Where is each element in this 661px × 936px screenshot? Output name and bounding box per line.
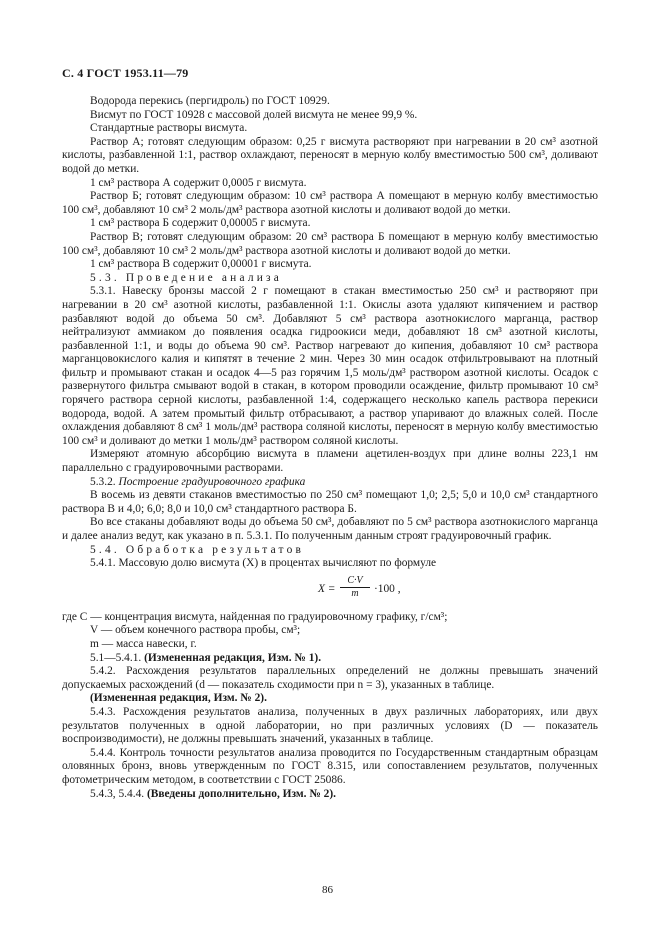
section-heading-procedure: 5.3. Проведение анализа — [90, 271, 282, 284]
measurement-paragraph: Измеряют атомную абсорбцию висмута в пламени ацетилен-воздух при длине волны 223,1 нм параллельно с градуировочными растворами. — [62, 448, 598, 475]
calibration-title: Построение градуировочного графика — [118, 475, 306, 488]
document-body — [62, 95, 598, 801]
solution-v-paragraph: Раствор В; готовят следующим образом: 20 см³ раствора Б помещают в мерную колбу вместимостью 100 см³, добавляют 10 см³ 2 моль/дм³ раствора азотной кислоты и доливают водой до метки. — [62, 230, 598, 257]
clause-number: 5.3.2. — [90, 475, 116, 488]
procedure-paragraph: 5.3.1. Навеску бронзы массой 2 г помещают в стакан вместимостью 250 см³ и растворяют при нагревании в 20 см³ азотной кислоты, разбавленной 1:1. Окислы азота удаляют кипячением и раствор разбавляют водой до объема 50 см³. Добавляют 5 см³ раствора азотнокислого марганца, раствор нейтрализуют аммиаком до появления осадка гидроокиси меди, добавляют 18 см³ азотной кислоты, разбавленной 1:1, и воды до объема 90 см³. Раствор нагревают до кипения, добавляют 10 см³ раствора марганцовокислого калия и кипятят в течение 2 мин. Через 30 мин осадок отфильтровывают на плотный фильтр и промывают стакан и осадок 4—5 раз горячим 1,5 моль/дм³ раствором азотной кислоты. Осадок с развернутого фильтра смывают водой в стакан, в котором проводили осаждение, фильтр промывают 10 см³ горячего раствора серной кислоты, разбавленной 1:4, содержащего несколько капель раствора перекиси водорода, водой. А затем промытый фильтр отбрасывают, а раствор упаривают до влажных солей. После охлаждения добавляют 8 см³ 1 моль/дм³ раствора соляной кислоты, переносят в мерную колбу вместимостью 100 см³ и доливают до метки 1 моль/дм³ раствором соляной кислоты. — [62, 285, 598, 447]
formula-legend: m — масса навески, г. — [90, 637, 197, 650]
clause-range: 5.4.3, 5.4.4. — [90, 787, 145, 800]
formula-lhs: X = — [318, 582, 336, 595]
solution-v-content: 1 см³ раствора В содержит 0,00001 г висмута. — [90, 258, 312, 271]
amendment-text: (Измененная редакция, Изм. № 1). — [144, 651, 322, 664]
reagent-line: Водорода перекись (пергидроль) по ГОСТ 10929. — [90, 95, 330, 107]
page-number: 86 — [322, 884, 333, 896]
solution-b-content: 1 см³ раствора Б содержит 0,00005 г висмута. — [90, 217, 311, 230]
formula — [82, 575, 598, 605]
solution-a-paragraph: Раствор А; готовят следующим образом: 0,25 г висмута растворяют при нагревании в 20 см³ азотной кислоты, разбавленной 1:1, раствор охлаждают, переносят в мерную колбу вместимостью 500 см³, доливают водой до метки. — [62, 135, 598, 175]
reagent-line: Висмут по ГОСТ 10928 с массовой долей висмута не менее 99,9 %. — [90, 108, 418, 121]
amendment-note: (Измененная редакция, Изм. № 2). — [90, 692, 267, 705]
calibration-paragraph: Во все стаканы добавляют воды до объема 50 см³, добавляют по 5 см³ раствора азотнокислого марганца и далее анализ ведут, как указано в п. 5.3.1. По полученным данным строят градуировочный график. — [62, 516, 598, 542]
formula-fraction — [340, 575, 370, 600]
tolerance-paragraph: 5.4.2. Расхождения результатов параллельных определений не должны превышать значений допускаемых расхождений (d — показатель сходимости при n = 3), указанных в таблице. — [62, 665, 598, 691]
section-heading-results: 5.4. Обработка результатов — [90, 543, 305, 556]
formula-numerator: C·V — [340, 575, 370, 588]
formula-denominator: m — [351, 587, 359, 599]
calibration-heading — [62, 476, 598, 490]
solution-a-content: 1 см³ раствора А содержит 0,0005 г висмута. — [90, 176, 307, 189]
formula-legend: где C — концентрация висмута, найденная по градуировочному графику, г/см³; — [62, 610, 448, 623]
amendment-note — [62, 788, 598, 802]
reagent-line: Стандартные растворы висмута. — [90, 122, 248, 135]
clause-range: 5.1—5.4.1. — [90, 651, 142, 664]
formula-multiplier: ·100 , — [374, 582, 401, 595]
amendment-text: (Введены дополнительно, Изм. № 2). — [146, 787, 336, 800]
page-header: С. 4 ГОСТ 1953.11—79 — [62, 66, 189, 80]
calibration-paragraph: В восемь из девяти стаканов вместимостью по 250 см³ помещают 1,0; 2,5; 5,0 и 10,0 см³ стандартного раствора В и 4,0; 6,0; 8,0 и 10,0 см³ стандартного раствора Б. — [62, 489, 598, 515]
solution-b-paragraph: Раствор Б; готовят следующим образом: 10 см³ раствора А помещают в мерную колбу вместимостью 100 см³, добавляют 10 см³ 2 моль/дм³ раствора азотной кислоты и доливают водой до метки. — [62, 190, 598, 216]
accuracy-control-paragraph: 5.4.4. Контроль точности результатов анализа проводится по Государственным стандартным образцам оловянных бронз, вновь утвержденным по ГОСТ 8.315, или сопоставлением результатов, полученных фотометрическим методом, в соответствии с ГОСТ 25086. — [62, 746, 598, 786]
formula-legend: V — объем конечного раствора пробы, см³; — [90, 624, 301, 637]
amendment-note — [62, 652, 598, 666]
formula-intro: 5.4.1. Массовую долю висмута (X) в процентах вычисляют по формуле — [90, 557, 437, 570]
reproducibility-paragraph: 5.4.3. Расхождения результатов анализа, полученных в двух различных лабораториях, или двух результатов полученных в одной лаборатории, но при различных условиях (D — показатель воспроизводимости), не должны превышать значений, указанных в таблице. — [62, 705, 598, 746]
